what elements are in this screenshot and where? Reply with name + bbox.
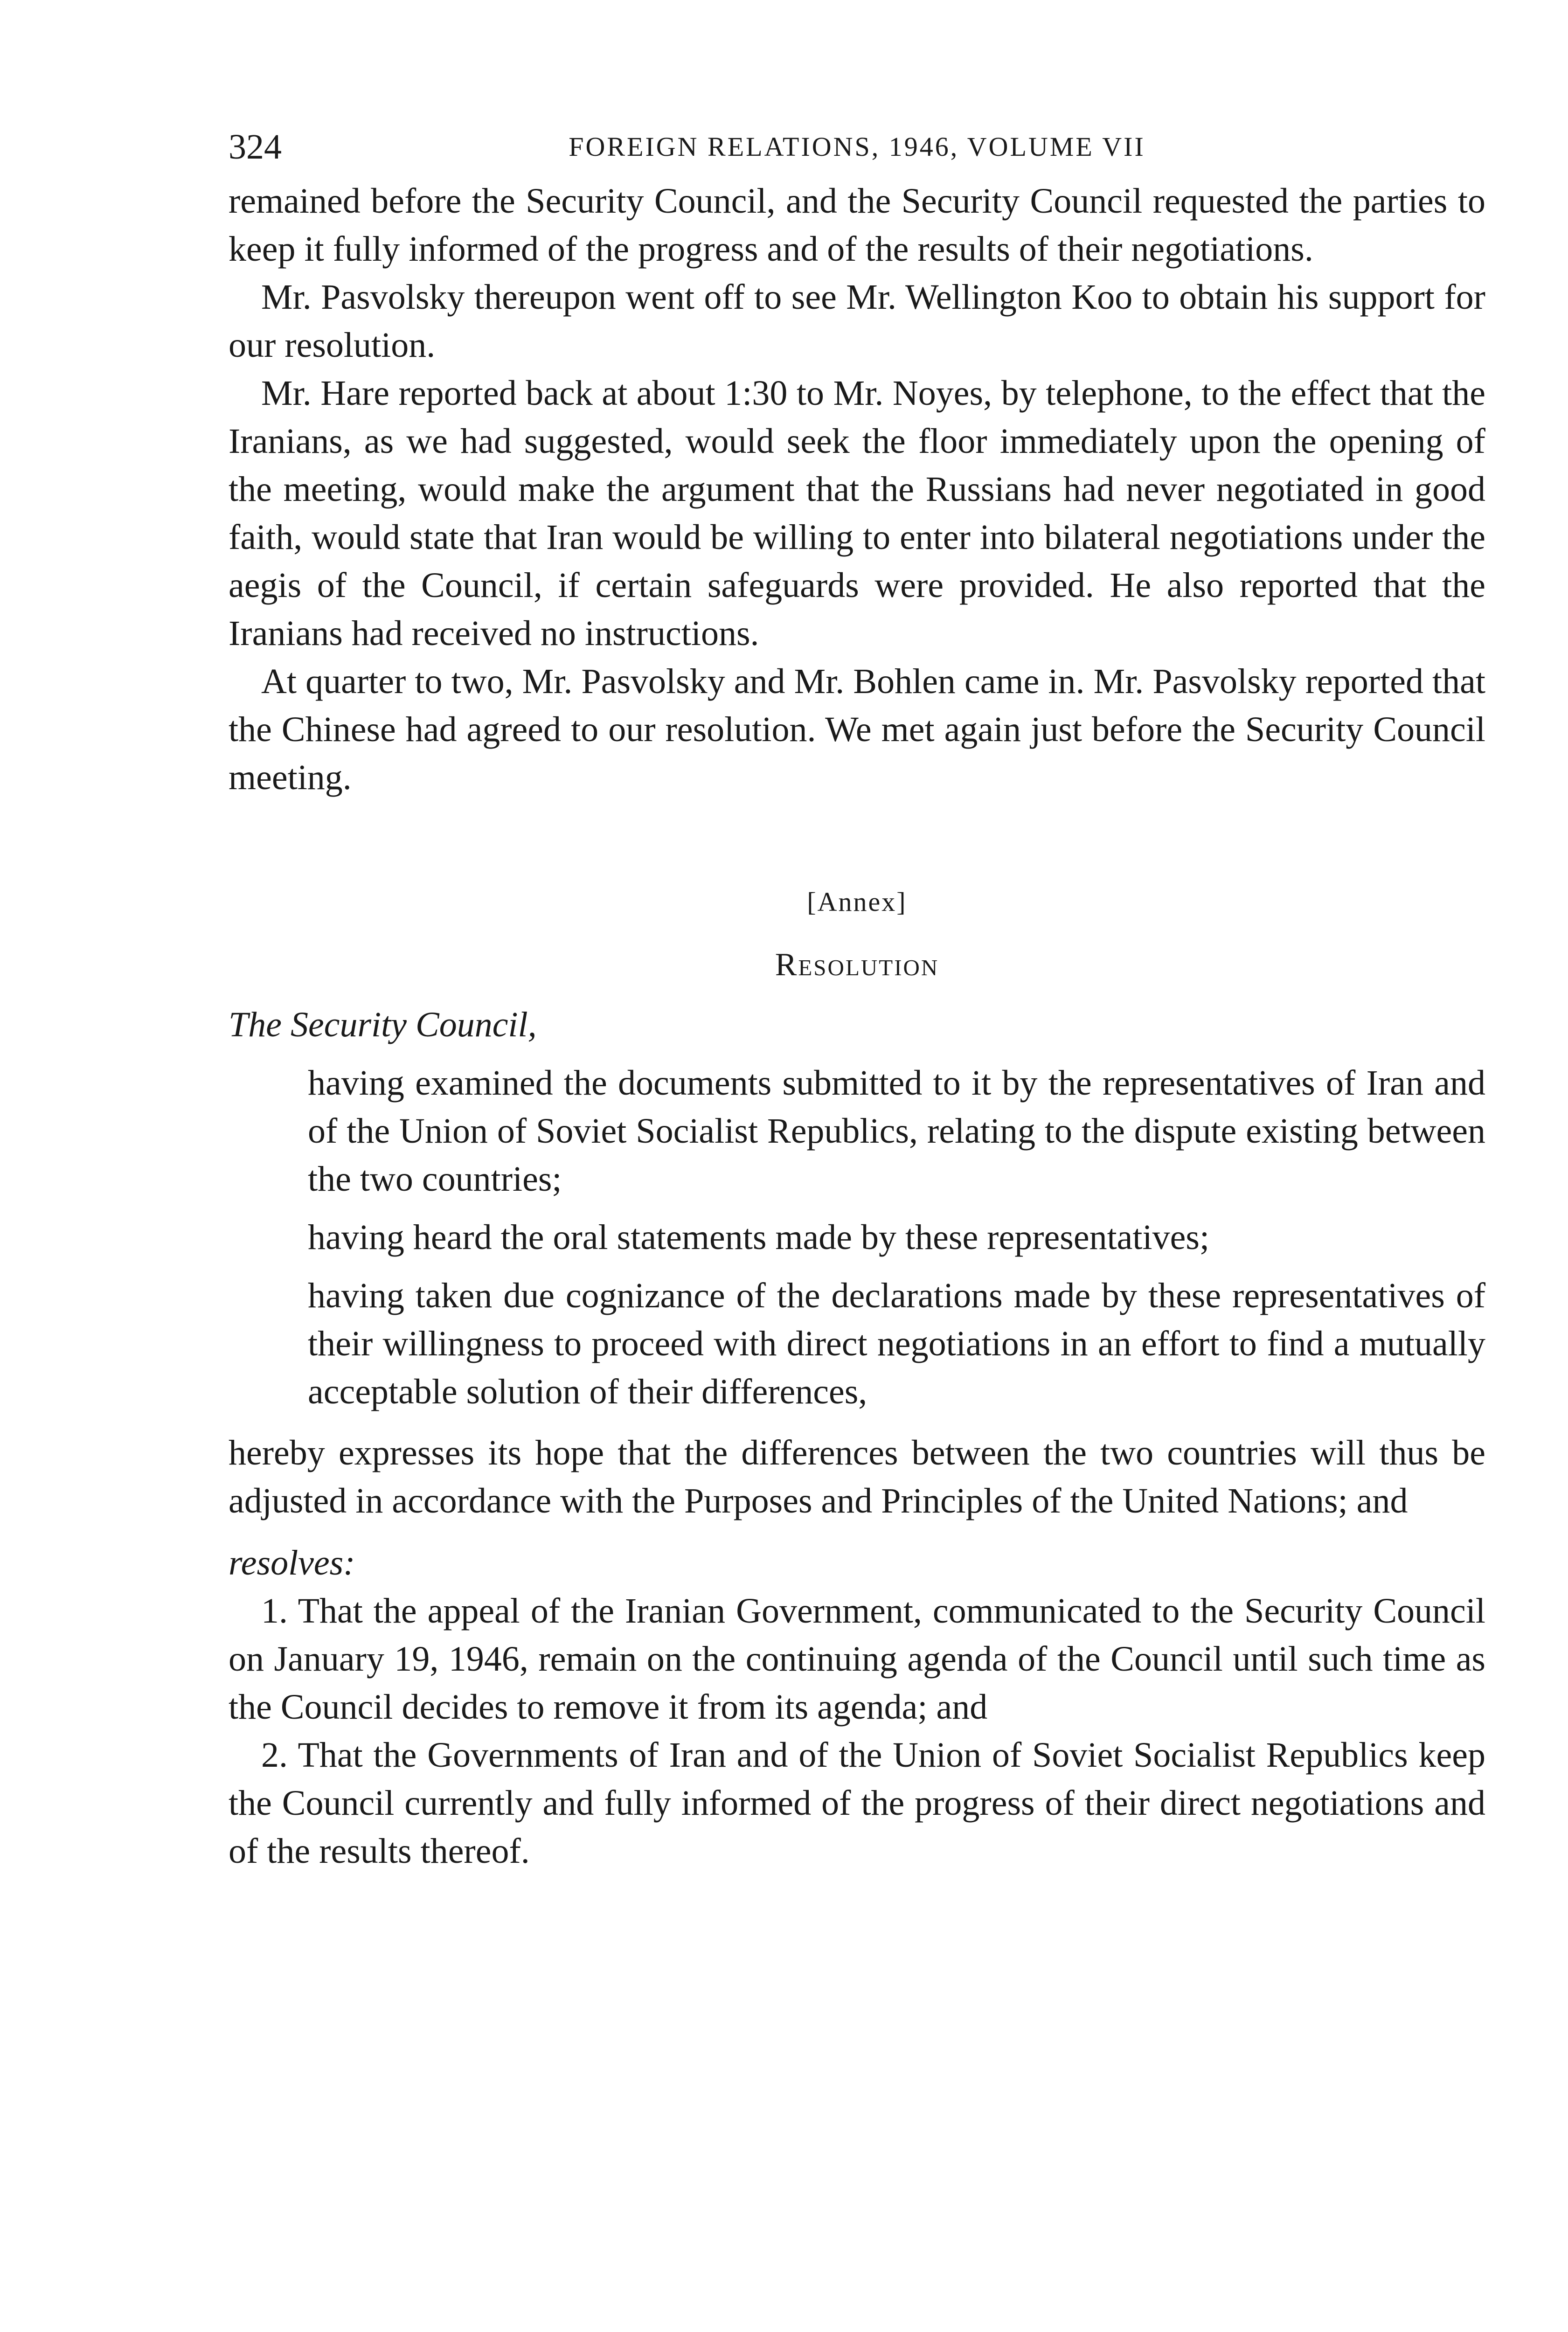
running-head: FOREIGN RELATIONS, 1946, VOLUME VII [569, 132, 1145, 162]
annex-section [229, 879, 1485, 1875]
preamble-clause: having heard the oral statements made by these representatives; [308, 1218, 1210, 1257]
annex-label: [Annex] [807, 887, 907, 917]
page-number: 324 [229, 127, 282, 167]
hope-paragraph: hereby expresses its hope that the differences between the two countries will thus be adjusted in accordance with the Purposes and Principles of the United Nations; and [229, 1433, 1485, 1520]
paragraph-hare-report: Mr. Hare reported back at about 1:30 to Mr. Noyes, by telephone, to the effect that the Iranians, as we had suggested, would seek the floor immediately upon the opening of the meeting, would make the argument that the Russians had never negotiated in good faith, would state that Iran would be willing to enter into bilateral negotiations under the aegis of the Council, if certain safeguards were provided. He also reported that the Iranians had received no instructions. [229, 374, 1485, 653]
resolution-title: Resolution [775, 947, 939, 983]
paragraph-continuation: remained before the Security Council, and the Security Council requested the parties to keep it fully informed of the progress and of the results of their negotiations. [229, 181, 1485, 269]
resolution-addressee: The Security Council, [229, 1005, 537, 1044]
body-text [229, 177, 1485, 802]
resolves-label: resolves: [229, 1543, 355, 1582]
preamble-clause: having taken due cognizance of the declarations made by these representatives of their willingness to proceed with direct negotiations in an effort to find a mutually acceptable solution of their differences, [308, 1276, 1485, 1411]
paragraph-quarter-to-two: At quarter to two, Mr. Pasvolsky and Mr. Bohlen came in. Mr. Pasvolsky reported that the Chinese had agreed to our resolution. We met again just before the Security Council meeting. [229, 662, 1485, 797]
resolution-item: 2. That the Governments of Iran and of the Union of Soviet Socialist Republics keep the Council currently and fully informed of the progress of their direct negotiations and of the results thereof. [229, 1735, 1485, 1871]
document-page [229, 126, 1485, 1875]
preamble-clause: having examined the documents submitted to it by the representatives of Iran and of the Union of Soviet Socialist Republics, relating to the dispute existing between the two countries; [308, 1063, 1485, 1199]
resolution-item: 1. That the appeal of the Iranian Government, communicated to the Security Council on January 19, 1946, remain on the continuing agenda of the Council until such time as the Council decides to remove it from its agenda; and [229, 1591, 1485, 1727]
paragraph-pasvolsky: Mr. Pasvolsky thereupon went off to see Mr. Wellington Koo to obtain his support for our resolution. [229, 278, 1485, 365]
page-header [229, 126, 1485, 177]
